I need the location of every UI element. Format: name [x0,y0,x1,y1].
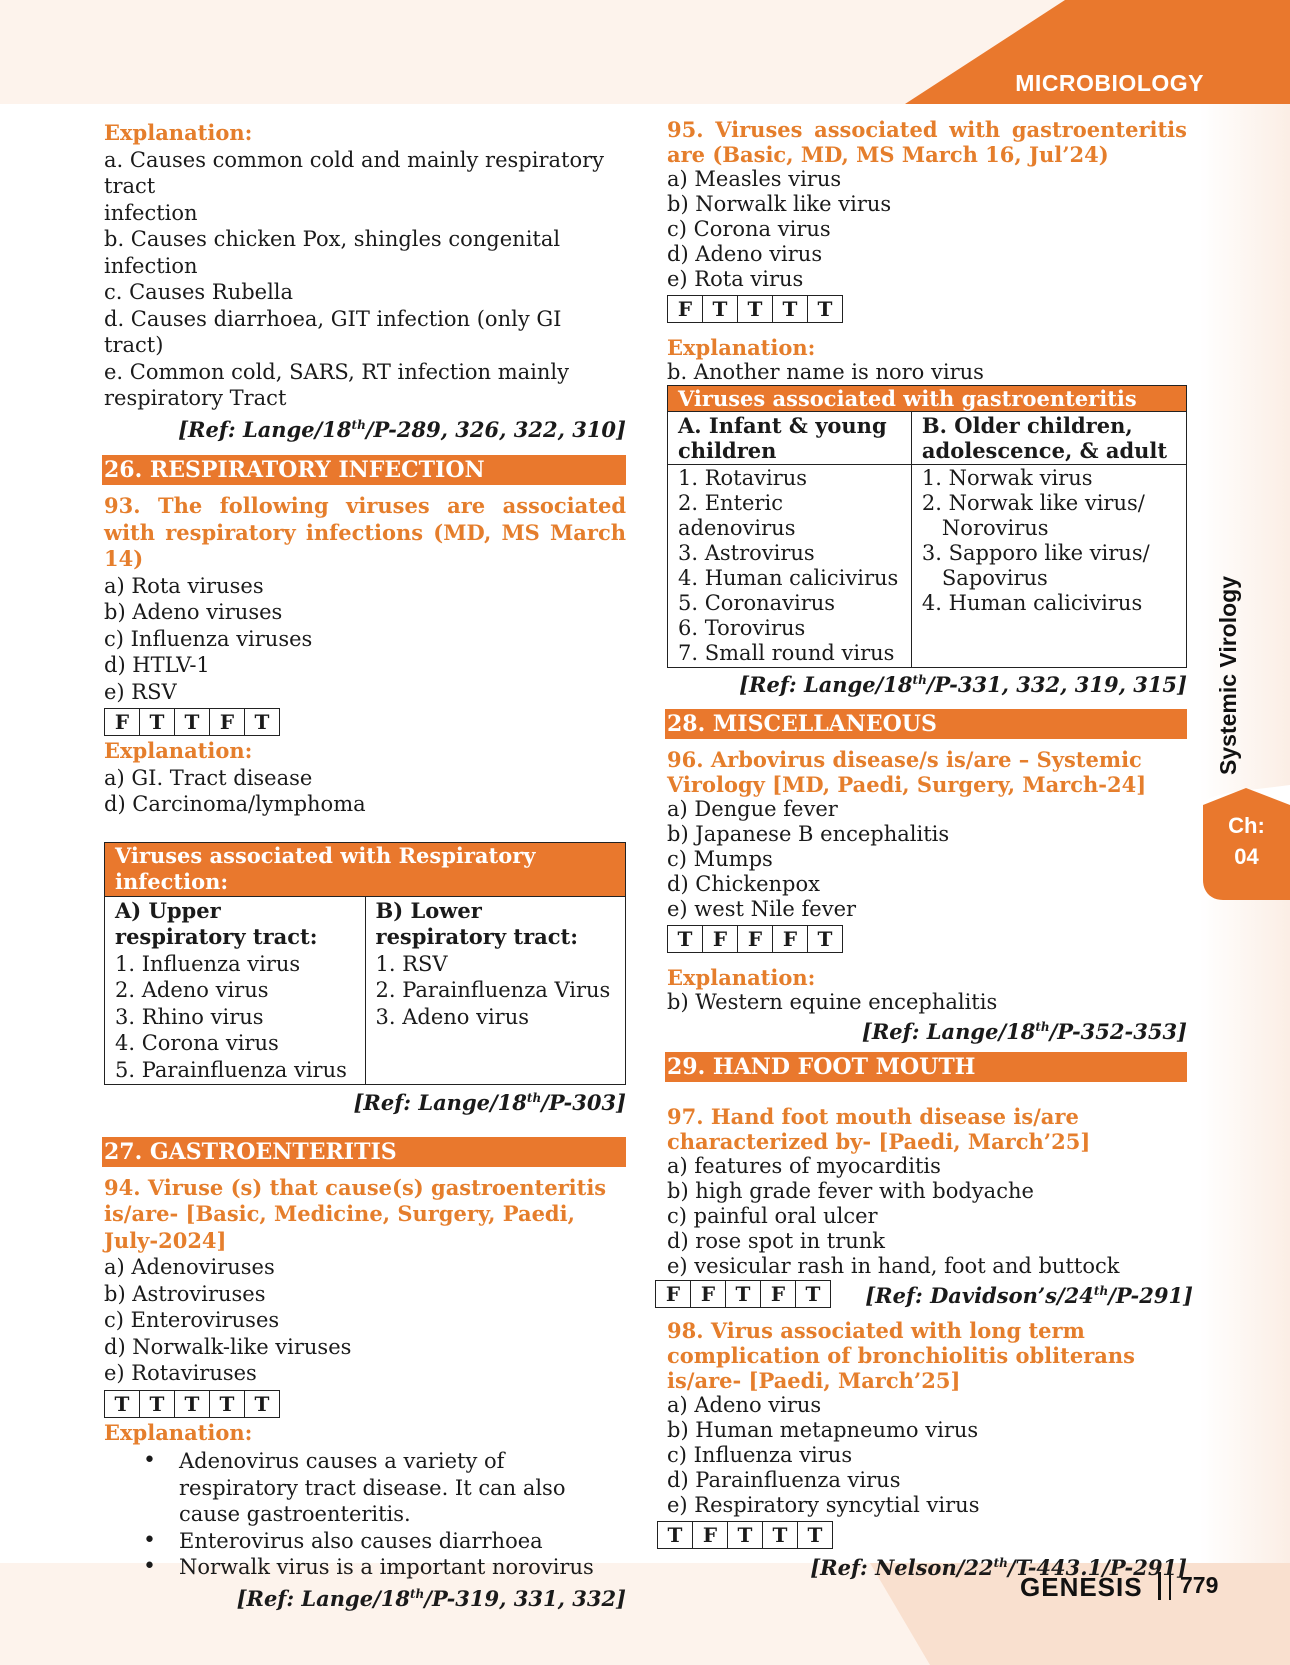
option: e) Rotaviruses [104,1361,257,1385]
option: c) painful oral ulcer [667,1204,878,1228]
option: e) RSV [104,679,177,704]
answer-cell: F [667,295,703,323]
table-caption: Viruses associated with gastroenteritis [668,386,1187,412]
section-heading-27: 27. GASTROENTERITIS [102,1137,626,1167]
option: b) high grade fever with bodyache [667,1179,1034,1203]
table-item: 2. Norwak like virus/ [921,491,1145,515]
explanation-line: a. Causes common cold and mainly respiratory tract [104,147,604,198]
table-item: 2. Adeno virus [115,978,269,1002]
page-number: 779 [1180,1572,1219,1598]
explanation-heading: Explanation: [104,120,253,145]
answer-key [104,708,626,736]
bullet-item: • Adenovirus causes a variety of respiratory tract disease. It can also cause gastroenteritis. [179,1448,626,1528]
question-94: 94. Viruse (s) that cause(s) gastroenteritis is/are- [Basic, Medicine, Surgery, Paedi, July-2024] [104,1174,607,1253]
answer-cell: T [808,295,843,323]
table-item: 6. Torovirus [678,616,806,640]
explanation-line: a) GI. Tract disease [104,765,313,790]
option: c) Enteroviruses [104,1308,280,1332]
option: d) Chickenpox [667,872,820,896]
answer-cell: T [763,1521,798,1549]
answer-cell: T [728,1521,763,1549]
answer-cell: T [726,1280,761,1308]
answer-cell: T [796,1280,831,1308]
answer-cell: F [210,708,245,736]
question-96: 96. Arbovirus disease/s is/are – Systemic Virology [MD, Paedi, Surgery, March-24] [667,747,1147,797]
explanation-line: b) Western equine encephalitis [667,990,998,1014]
answer-key [667,295,1187,323]
answer-cell: T [773,295,808,323]
subject-title: MICROBIOLOGY [1015,70,1204,96]
table-item: 5. Parainfluenza virus [115,1057,347,1082]
table-header-b: B. Older children, adolescence, & adult [911,412,1186,465]
table-caption: Viruses associated with Respiratory infection: [105,842,626,896]
option: c) Influenza viruses [104,626,313,651]
option: d) Adeno virus [667,242,823,266]
explanation-line: e. Common cold, SARS, RT infection mainly [104,359,570,384]
chapter-number: Ch: 04 [1228,813,1265,869]
table-item: 3. Rhino virus [115,1004,264,1029]
reference: [Ref: Lange/18th/P-331, 332, 319, 315] [739,672,1187,697]
explanation-heading: Explanation: [104,738,253,763]
answer-cell: T [808,925,843,953]
table-header-a: A. Infant & young children [668,412,912,465]
option: b) Astroviruses [104,1281,266,1306]
explanation-line: respiratory Tract [104,386,287,410]
answer-cell: T [657,1521,693,1549]
table-cell-a [668,465,912,668]
table-item: 1. RSV [375,951,448,976]
table-item: 3. Sapporo like virus/ [921,541,1150,565]
answer-cell: T [667,925,703,953]
table-item: 3. Adeno virus [375,1004,530,1029]
answer-cell: T [798,1521,833,1549]
option: a) Dengue fever [667,797,838,821]
bullet-item: • Norwalk virus is a important norovirus [179,1554,626,1581]
answer-key [655,1280,831,1308]
reference: [Ref: Lange/18th/P-303] [353,1090,626,1115]
answer-key [667,925,1187,953]
option: d) Parainfluenza virus [667,1468,901,1492]
table-item: Norovirus [941,516,1049,540]
question-97: 97. Hand foot mouth disease is/are characterized by- [Paedi, March’25] [667,1104,1091,1154]
answer-cell: F [738,925,773,953]
table-cell-upper [105,896,366,1085]
right-column [665,117,1193,1580]
answer-row [655,1279,1193,1308]
table-item: 7. Small round virus [678,641,895,665]
gastroenteritis-virus-table [667,385,1187,668]
explanation-lines [104,147,626,412]
answer-cell: T [245,708,280,736]
section-heading-28: 28. MISCELLANEOUS [665,709,1187,739]
explanation-line: c. Causes Rubella [104,280,294,304]
bullet-item: • Enterovirus also causes diarrhoea [179,1528,626,1555]
table-item: 2. Enteric adenovirus [678,491,796,540]
respiratory-virus-table [104,842,626,1086]
option: d) Norwalk-like viruses [104,1334,352,1359]
table-item: 4. Corona virus [115,1031,279,1055]
option: e) Rota virus [667,267,804,291]
table-column-header: B) Lower respiratory tract: [375,897,578,949]
answer-cell: F [104,708,140,736]
answer-cell: T [703,295,738,323]
reference: [Ref: Lange/18th/P-319, 331, 332] [236,1585,626,1611]
answer-key [657,1521,1187,1549]
table-item: Sapovirus [941,566,1048,590]
option: e) vesicular rash in hand, foot and buttock [667,1254,1120,1278]
table-item: 1. Rotavirus [678,466,808,490]
table-item: 3. Astrovirus [678,541,815,565]
section-heading-29: 29. HAND FOOT MOUTH [665,1052,1187,1082]
question-93: 93. The following viruses are associated with respiratory infections (MD, MS March 14) [104,493,626,571]
option: c) Corona virus [667,217,831,241]
option: a) Measles virus [667,167,842,191]
explanation-line: d) Carcinoma/lymphoma [104,792,366,816]
explanation-line: d. Causes diarrhoea, GIT infection (only GI tract) [104,306,562,357]
reference: [Ref: Lange/18th/P-289, 326, 322, 310] [178,416,626,442]
option: c) Mumps [667,847,773,871]
table-cell-lower [365,896,626,1085]
option: a) Adenoviruses [104,1255,275,1279]
option: c) Influenza virus [667,1443,853,1467]
answer-cell: T [210,1390,245,1418]
question-98: 98. Virus associated with long term complication of bronchiolitis obliterans is/are- [Paedi, March’25] [667,1318,1135,1393]
answer-key [104,1390,626,1418]
answer-cell: T [140,708,175,736]
reference: [Ref: Nelson/22th/T-443.1/P-291] [810,1555,1187,1580]
option: b) Adeno viruses [104,600,283,624]
option: b) Human metapneumo virus [667,1418,979,1442]
table-item: 1. Influenza virus [115,951,301,976]
answer-cell: F [703,925,738,953]
brand-logo: GENESIS [1020,1572,1143,1602]
section-heading-26: 26. RESPIRATORY INFECTION [102,455,626,485]
explanation-line: b. Another name is noro virus [667,360,984,384]
option: b) Japanese B encephalitis [667,822,950,846]
option: a) Adeno virus [667,1393,822,1417]
answer-cell: T [738,295,773,323]
explanation-heading: Explanation: [667,335,816,360]
answer-cell: F [691,1280,726,1308]
answer-cell: F [655,1280,691,1308]
answer-cell: T [245,1390,280,1418]
option: b) Norwalk like virus [667,192,892,216]
table-column-header: A) Upper respiratory tract: [115,897,318,949]
table-item: 2. Parainfluenza Virus [375,978,611,1002]
table-item: 4. Human calicivirus [678,566,899,590]
option: a) features of myocarditis [667,1154,941,1178]
explanation-heading: Explanation: [104,1419,253,1445]
answer-cell: F [693,1521,728,1549]
table-item: 1. Norwak virus [921,466,1093,490]
answer-cell: T [175,1390,210,1418]
option: d) rose spot in trunk [667,1229,886,1253]
left-column [104,120,626,1612]
answer-cell: T [140,1390,175,1418]
answer-cell: T [175,708,210,736]
explanation-line: infection [104,200,198,225]
answer-cell: F [761,1280,796,1308]
answer-cell: T [104,1390,140,1418]
explanation-bullets [104,1448,626,1581]
option: a) Rota viruses [104,573,264,598]
table-cell-b [911,465,1186,668]
explanation-heading: Explanation: [667,965,816,990]
answer-cell: F [773,925,808,953]
explanation-line: b. Causes chicken Pox, shingles congenital infection [104,227,561,278]
table-item: 4. Human calicivirus [921,591,1143,615]
option: e) west Nile fever [667,897,857,921]
reference: [Ref: Lange/18th/P-352-353] [861,1019,1187,1044]
chapter-tab-label: Systemic Virology [1215,576,1241,775]
reference: [Ref: Davidson’s/24th/P-291] [865,1283,1193,1308]
question-95: 95. Viruses associated with gastroenteritis are (Basic, MD, MS March 16, Jul’24) [667,117,1187,167]
option: e) Respiratory syncytial virus [667,1493,980,1517]
table-item: 5. Coronavirus [678,591,836,615]
option: d) HTLV-1 [104,653,210,677]
